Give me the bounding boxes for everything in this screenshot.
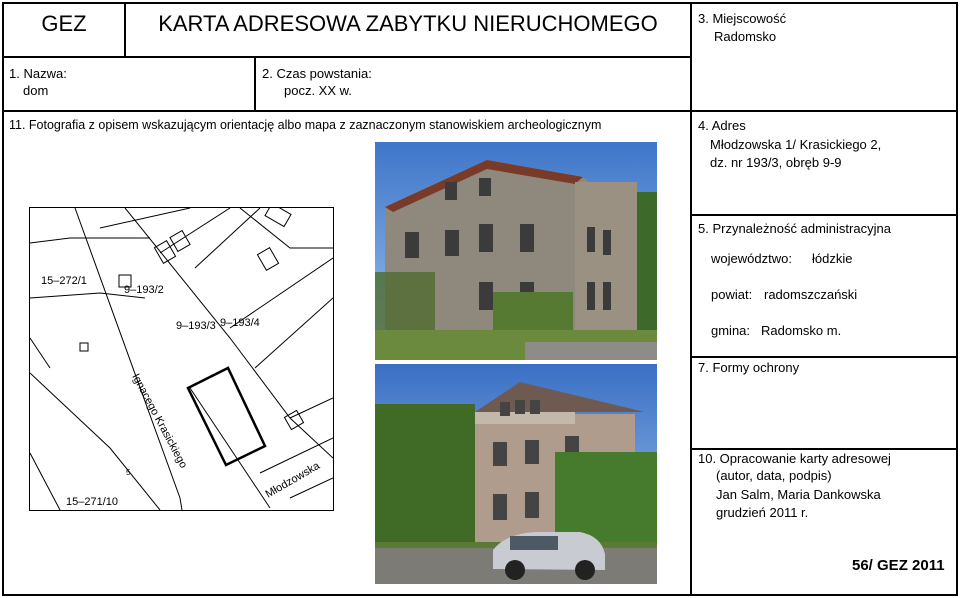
photo-section-label: 11. Fotografia z opisem wskazującym orientację albo mapa z zaznaczonym stanowiskiem archeologicznym — [9, 118, 602, 132]
prepared-label: 10. Opracowanie karty adresowej — [698, 451, 891, 466]
cadastral-map — [29, 207, 334, 511]
parcel-label-1: 15–272/1 — [41, 275, 87, 287]
prepared-sub: (autor, data, podpis) — [716, 468, 832, 483]
commune-label: gmina: — [711, 323, 751, 338]
locality-value: Radomsko — [714, 29, 777, 44]
protection-label: 7. Formy ochrony — [698, 360, 800, 375]
origin-value: pocz. XX w. — [284, 83, 352, 98]
parcel-number-5: 5 — [126, 468, 131, 477]
prepared-authors: Jan Salm, Maria Dankowska — [716, 487, 881, 502]
voivodeship-value: łódzkie — [812, 251, 853, 266]
county-value: radomszczański — [764, 287, 858, 302]
name-label: 1. Nazwa: — [9, 66, 67, 81]
card-title: KARTA ADRESOWA ZABYTKU NIERUCHOMEGO — [158, 11, 658, 36]
origin-label: 2. Czas powstania: — [262, 66, 372, 81]
commune-value: Radomsko m. — [761, 323, 842, 338]
name-value: dom — [23, 83, 49, 98]
building-photo-2 — [375, 364, 657, 584]
card-number: 56/ GEZ 2011 — [852, 557, 945, 574]
building-photo-1 — [375, 142, 657, 360]
locality-label: 3. Miejscowość — [698, 11, 787, 26]
card-code: GEZ — [41, 11, 87, 36]
admin-label: 5. Przynależność administracyjna — [698, 221, 891, 236]
prepared-date: grudzień 2011 r. — [716, 505, 809, 520]
street-label-mlodzowska: Młodzowska — [263, 459, 322, 501]
voivodeship-label: województwo: — [711, 251, 792, 266]
address-line2: dz. nr 193/3, obręb 9-9 — [710, 155, 842, 170]
address-line1: Młodzowska 1/ Krasickiego 2, — [710, 137, 882, 152]
parcel-label-3: 9–193/3 — [176, 320, 216, 332]
county-label: powiat: — [711, 287, 753, 302]
parcel-label-4: 9–193/4 — [220, 317, 260, 329]
address-label: 4. Adres — [698, 118, 746, 133]
street-label-krasickiego: Ignacego Krasickiego — [129, 371, 190, 471]
parcel-label-2: 9–193/2 — [124, 284, 164, 296]
parcel-label-5: 15–271/10 — [66, 496, 118, 508]
